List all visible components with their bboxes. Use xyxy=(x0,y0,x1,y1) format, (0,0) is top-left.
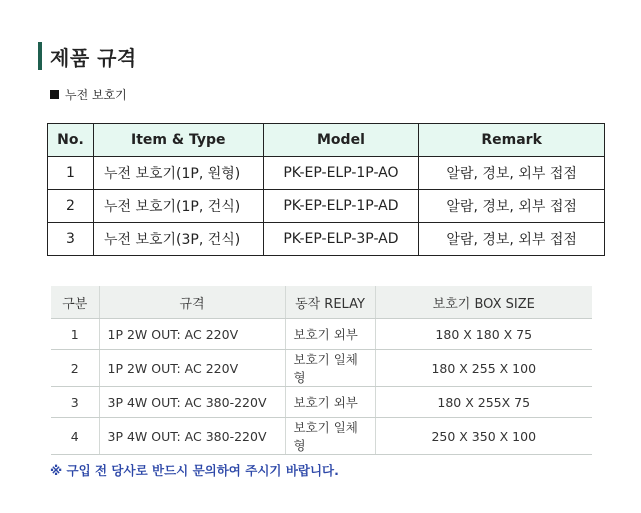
column-header-model: Model xyxy=(263,124,419,157)
column-header-remark: Remark xyxy=(419,124,605,157)
cell-relay: 보호기 일체형 xyxy=(285,350,375,387)
section-label xyxy=(50,86,127,103)
cell-spec: 3P 4W OUT: AC 380-220V xyxy=(99,387,285,418)
column-header-item-type: Item & Type xyxy=(93,124,263,157)
cell-no: 4 xyxy=(51,418,99,455)
cell-spec: 3P 4W OUT: AC 380-220V xyxy=(99,418,285,455)
column-header-division: 구분 xyxy=(51,286,99,319)
cell-item-type: 누전 보호기(3P, 건식) xyxy=(93,223,263,256)
table-header-row xyxy=(51,286,592,319)
cell-model: PK-EP-ELP-1P-AD xyxy=(263,190,419,223)
cell-box-size: 250 X 350 X 100 xyxy=(375,418,592,455)
table-row xyxy=(51,319,592,350)
box-size-table xyxy=(51,286,592,455)
column-header-box-size: 보호기 BOX SIZE xyxy=(375,286,592,319)
square-bullet-icon xyxy=(50,90,59,99)
cell-spec: 1P 2W OUT: AC 220V xyxy=(99,319,285,350)
cell-no: 3 xyxy=(48,223,94,256)
cell-model: PK-EP-ELP-1P-AO xyxy=(263,157,419,190)
purchase-notice: ※ 구입 전 당사로 반드시 문의하여 주시기 바랍니다. xyxy=(50,463,339,478)
column-header-relay: 동작 RELAY xyxy=(285,286,375,319)
table-row xyxy=(48,223,605,256)
cell-no: 2 xyxy=(51,350,99,387)
cell-box-size: 180 X 180 X 75 xyxy=(375,319,592,350)
cell-no: 1 xyxy=(48,157,94,190)
cell-relay: 보호기 외부 xyxy=(285,387,375,418)
page-heading xyxy=(38,42,137,70)
cell-spec: 1P 2W OUT: AC 220V xyxy=(99,350,285,387)
table-row xyxy=(51,350,592,387)
column-header-no: No. xyxy=(48,124,94,157)
table-row xyxy=(51,418,592,455)
section-title: 누전 보호기 xyxy=(65,88,127,102)
table-row xyxy=(48,157,605,190)
cell-no: 1 xyxy=(51,319,99,350)
cell-no: 3 xyxy=(51,387,99,418)
cell-box-size: 180 X 255X 75 xyxy=(375,387,592,418)
table-row xyxy=(51,387,592,418)
cell-model: PK-EP-ELP-3P-AD xyxy=(263,223,419,256)
cell-no: 2 xyxy=(48,190,94,223)
cell-remark: 알람, 경보, 외부 접점 xyxy=(419,157,605,190)
cell-relay: 보호기 일체형 xyxy=(285,418,375,455)
column-header-spec: 규격 xyxy=(99,286,285,319)
cell-relay: 보호기 외부 xyxy=(285,319,375,350)
cell-remark: 알람, 경보, 외부 접점 xyxy=(419,223,605,256)
product-spec-table xyxy=(47,123,605,256)
cell-box-size: 180 X 255 X 100 xyxy=(375,350,592,387)
cell-remark: 알람, 경보, 외부 접점 xyxy=(419,190,605,223)
cell-item-type: 누전 보호기(1P, 원형) xyxy=(93,157,263,190)
table-row xyxy=(48,190,605,223)
page-title: 제품 규격 xyxy=(50,45,137,70)
heading-accent-bar xyxy=(38,42,42,70)
table-header-row xyxy=(48,124,605,157)
cell-item-type: 누전 보호기(1P, 건식) xyxy=(93,190,263,223)
